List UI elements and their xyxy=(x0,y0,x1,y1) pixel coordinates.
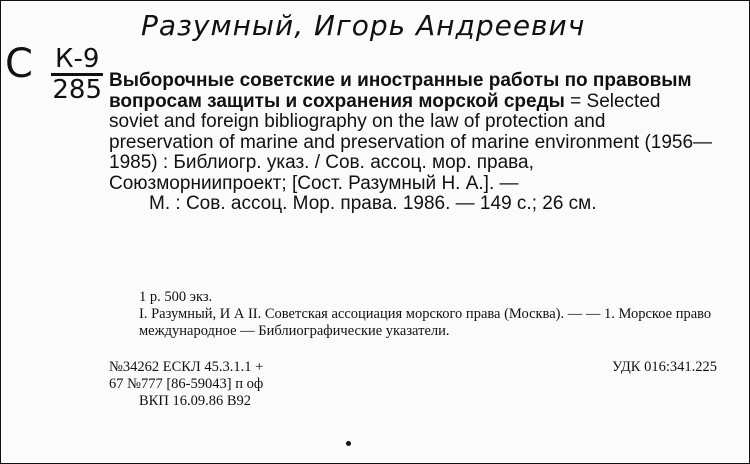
shelf-mark-top: К-9 xyxy=(51,45,103,76)
card-notes xyxy=(109,289,717,340)
entry-title-rest: = Selected soviet and foreign bibliography on the law of protection and preservation of marine and preservation of marine environment (1956—1985) : Библиогр. указ. / Сов. ассоц. мор. права, Союзморниипроект; [Сост. Разумный Н. А.]. — xyxy=(109,90,713,194)
code-line-3: ВКП 16.09.86 В92 xyxy=(139,393,251,409)
handwritten-c-mark: С xyxy=(5,41,33,87)
card-entry xyxy=(109,71,715,215)
price-edition: 1 р. 500 экз. xyxy=(139,289,213,305)
card-codes xyxy=(109,359,717,410)
code-line-1: №34262 ЕСКЛ 45.3.1.1 + xyxy=(109,359,264,375)
udk-code: УДК 016:341.225 xyxy=(612,359,717,375)
tracings: I. Разумный, И А II. Советская ассоциация морского права (Москва). — — 1. Морское право международное — Библиографические указатели. xyxy=(139,306,712,339)
stray-dot xyxy=(346,441,351,446)
handwritten-shelf-mark xyxy=(51,45,103,104)
code-line-2: 67 №777 [86-59043] п оф xyxy=(109,376,264,392)
entry-title: Выборочные советские и иностранные работы по правовым вопросам защиты и сохранения морской среды xyxy=(109,70,692,112)
entry-imprint: М. : Сов. ассоц. Мор. права. 1986. — 149 с.; 26 см. xyxy=(149,193,597,214)
shelf-mark-bottom: 285 xyxy=(52,75,103,105)
handwritten-author-heading: Разумный, Игорь Андреевич xyxy=(141,9,586,42)
